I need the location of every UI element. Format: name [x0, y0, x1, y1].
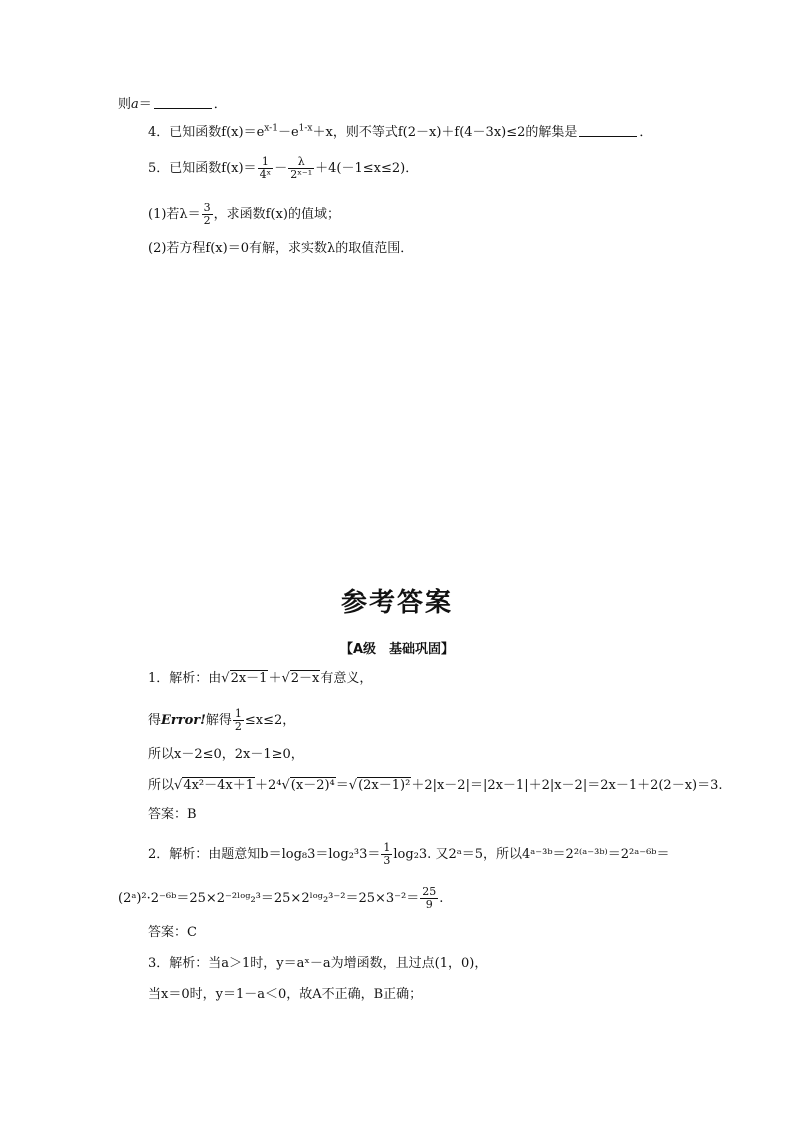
text: ＋x，则不等式f(2－x)＋f(4－3x)≤2的解集是	[312, 125, 578, 140]
answer-2-line-1	[148, 842, 669, 867]
denominator: 2	[234, 720, 242, 733]
answer-3-line-2: 当x＝0时，y＝1－a＜0，故A不正确，B正确；	[148, 987, 423, 1002]
answer-1-choice: 答案：B	[148, 807, 197, 822]
denominator: 3	[383, 854, 391, 867]
radicand: 2－x	[290, 671, 320, 686]
var-a: a	[131, 97, 139, 112]
q3-tail-line	[118, 96, 227, 114]
text: 则	[118, 97, 132, 112]
numerator: 1	[258, 156, 274, 169]
numerator: 1	[383, 841, 391, 854]
fraction	[420, 886, 438, 911]
radicand: (2x－1)²	[358, 778, 411, 793]
text: ＋2|x－2|＝|2x－1|＋2|x－2|＝2x－1＋2(2－x)＝3.	[411, 778, 723, 793]
answer-2-choice: 答案：C	[148, 925, 197, 940]
fraction	[288, 156, 314, 181]
text: (1)若λ＝	[148, 207, 201, 222]
text: .	[439, 891, 444, 906]
text: log₂3. 又2ᵃ＝5，所以4ᵃ⁻³ᵇ＝2²⁽ᵃ⁻³ᵇ⁾＝2²ᵃ⁻⁶ᵇ＝	[393, 847, 670, 862]
text: ＋	[268, 671, 282, 686]
numerator: 25	[422, 885, 437, 898]
text: ．	[213, 97, 227, 112]
answer-blank[interactable]	[154, 96, 212, 109]
answer-1-line-3: 所以x－2≤0，2x－1≥0，	[148, 747, 304, 762]
answer-1-line-4: 所以√4x²－4x＋1＋2⁴√(x－2)⁴＝√(2x－1)²＋2|x－2|＝|2x－1|＋2|x－2|＝2x－1＋2(2－x)＝3.	[148, 778, 723, 793]
text: f(x)＝e	[221, 125, 265, 140]
numerator: λ	[288, 156, 314, 169]
text: 有意义，	[320, 671, 373, 686]
fraction	[258, 156, 274, 181]
denominator: 2ˣ⁻¹	[290, 168, 313, 181]
answer-blank[interactable]	[579, 124, 637, 137]
text: ＝	[138, 97, 152, 112]
question-5	[148, 156, 418, 181]
question-5-part-1	[148, 202, 340, 227]
answers-title: 参考答案	[340, 588, 453, 618]
error-text: Error!	[161, 713, 206, 728]
text: ＝	[335, 778, 349, 793]
text: 得	[148, 713, 162, 728]
radicand: 2x－1	[230, 671, 268, 686]
radicand: (x－2)⁴	[290, 778, 335, 793]
fraction	[233, 708, 244, 733]
text: 2．解析：由题意知b＝log₈3＝log₂³3＝	[148, 847, 381, 862]
text: ＋2	[255, 778, 277, 793]
radicand: 4x²－4x＋1	[183, 778, 255, 793]
answer-1-line-2	[148, 708, 295, 733]
question-5-part-2: (2)若方程f(x)＝0有解，求实数λ的取值范围．	[148, 241, 414, 256]
text: 5．已知函数f(x)＝	[148, 161, 257, 176]
text: ＋4(－1≤x≤2)．	[315, 161, 419, 176]
section-heading: 【A级 基础巩固】	[339, 642, 455, 657]
answer-3-line-1: 3．解析：当a＞1时，y＝aˣ－a为增函数，且过点(1，0)，	[148, 956, 488, 971]
text: ，求函数f(x)的值域；	[213, 207, 340, 222]
numerator: 3	[203, 201, 211, 214]
denominator: 9	[425, 898, 433, 911]
text: ≤x≤2，	[244, 713, 296, 728]
answer-2-line-2	[118, 886, 443, 911]
denominator: 2	[203, 214, 211, 227]
fraction	[202, 202, 213, 227]
text: 4．已知函数	[148, 125, 222, 140]
text: 解得	[205, 713, 232, 728]
denominator: 4ˣ	[259, 168, 272, 181]
text: ．	[639, 125, 653, 140]
answer-1-line-1: 1．解析：由√2x－1＋√2－x有意义，	[148, 671, 373, 686]
exponent: 1-x	[298, 123, 313, 134]
text: 所以	[148, 778, 175, 793]
numerator: 1	[234, 707, 242, 720]
text: －	[274, 161, 288, 176]
text: 1．解析：由	[148, 671, 222, 686]
exponent: x-1	[264, 123, 278, 134]
text: －e	[277, 125, 299, 140]
fraction	[381, 842, 392, 867]
question-4	[148, 124, 652, 142]
text: (2ᵃ)²·2⁻⁶ᵇ＝25×2⁻²ˡᵒᵍ₂³＝25×2ˡᵒᵍ₂³⁻²＝25×3⁻²＝	[118, 891, 420, 906]
